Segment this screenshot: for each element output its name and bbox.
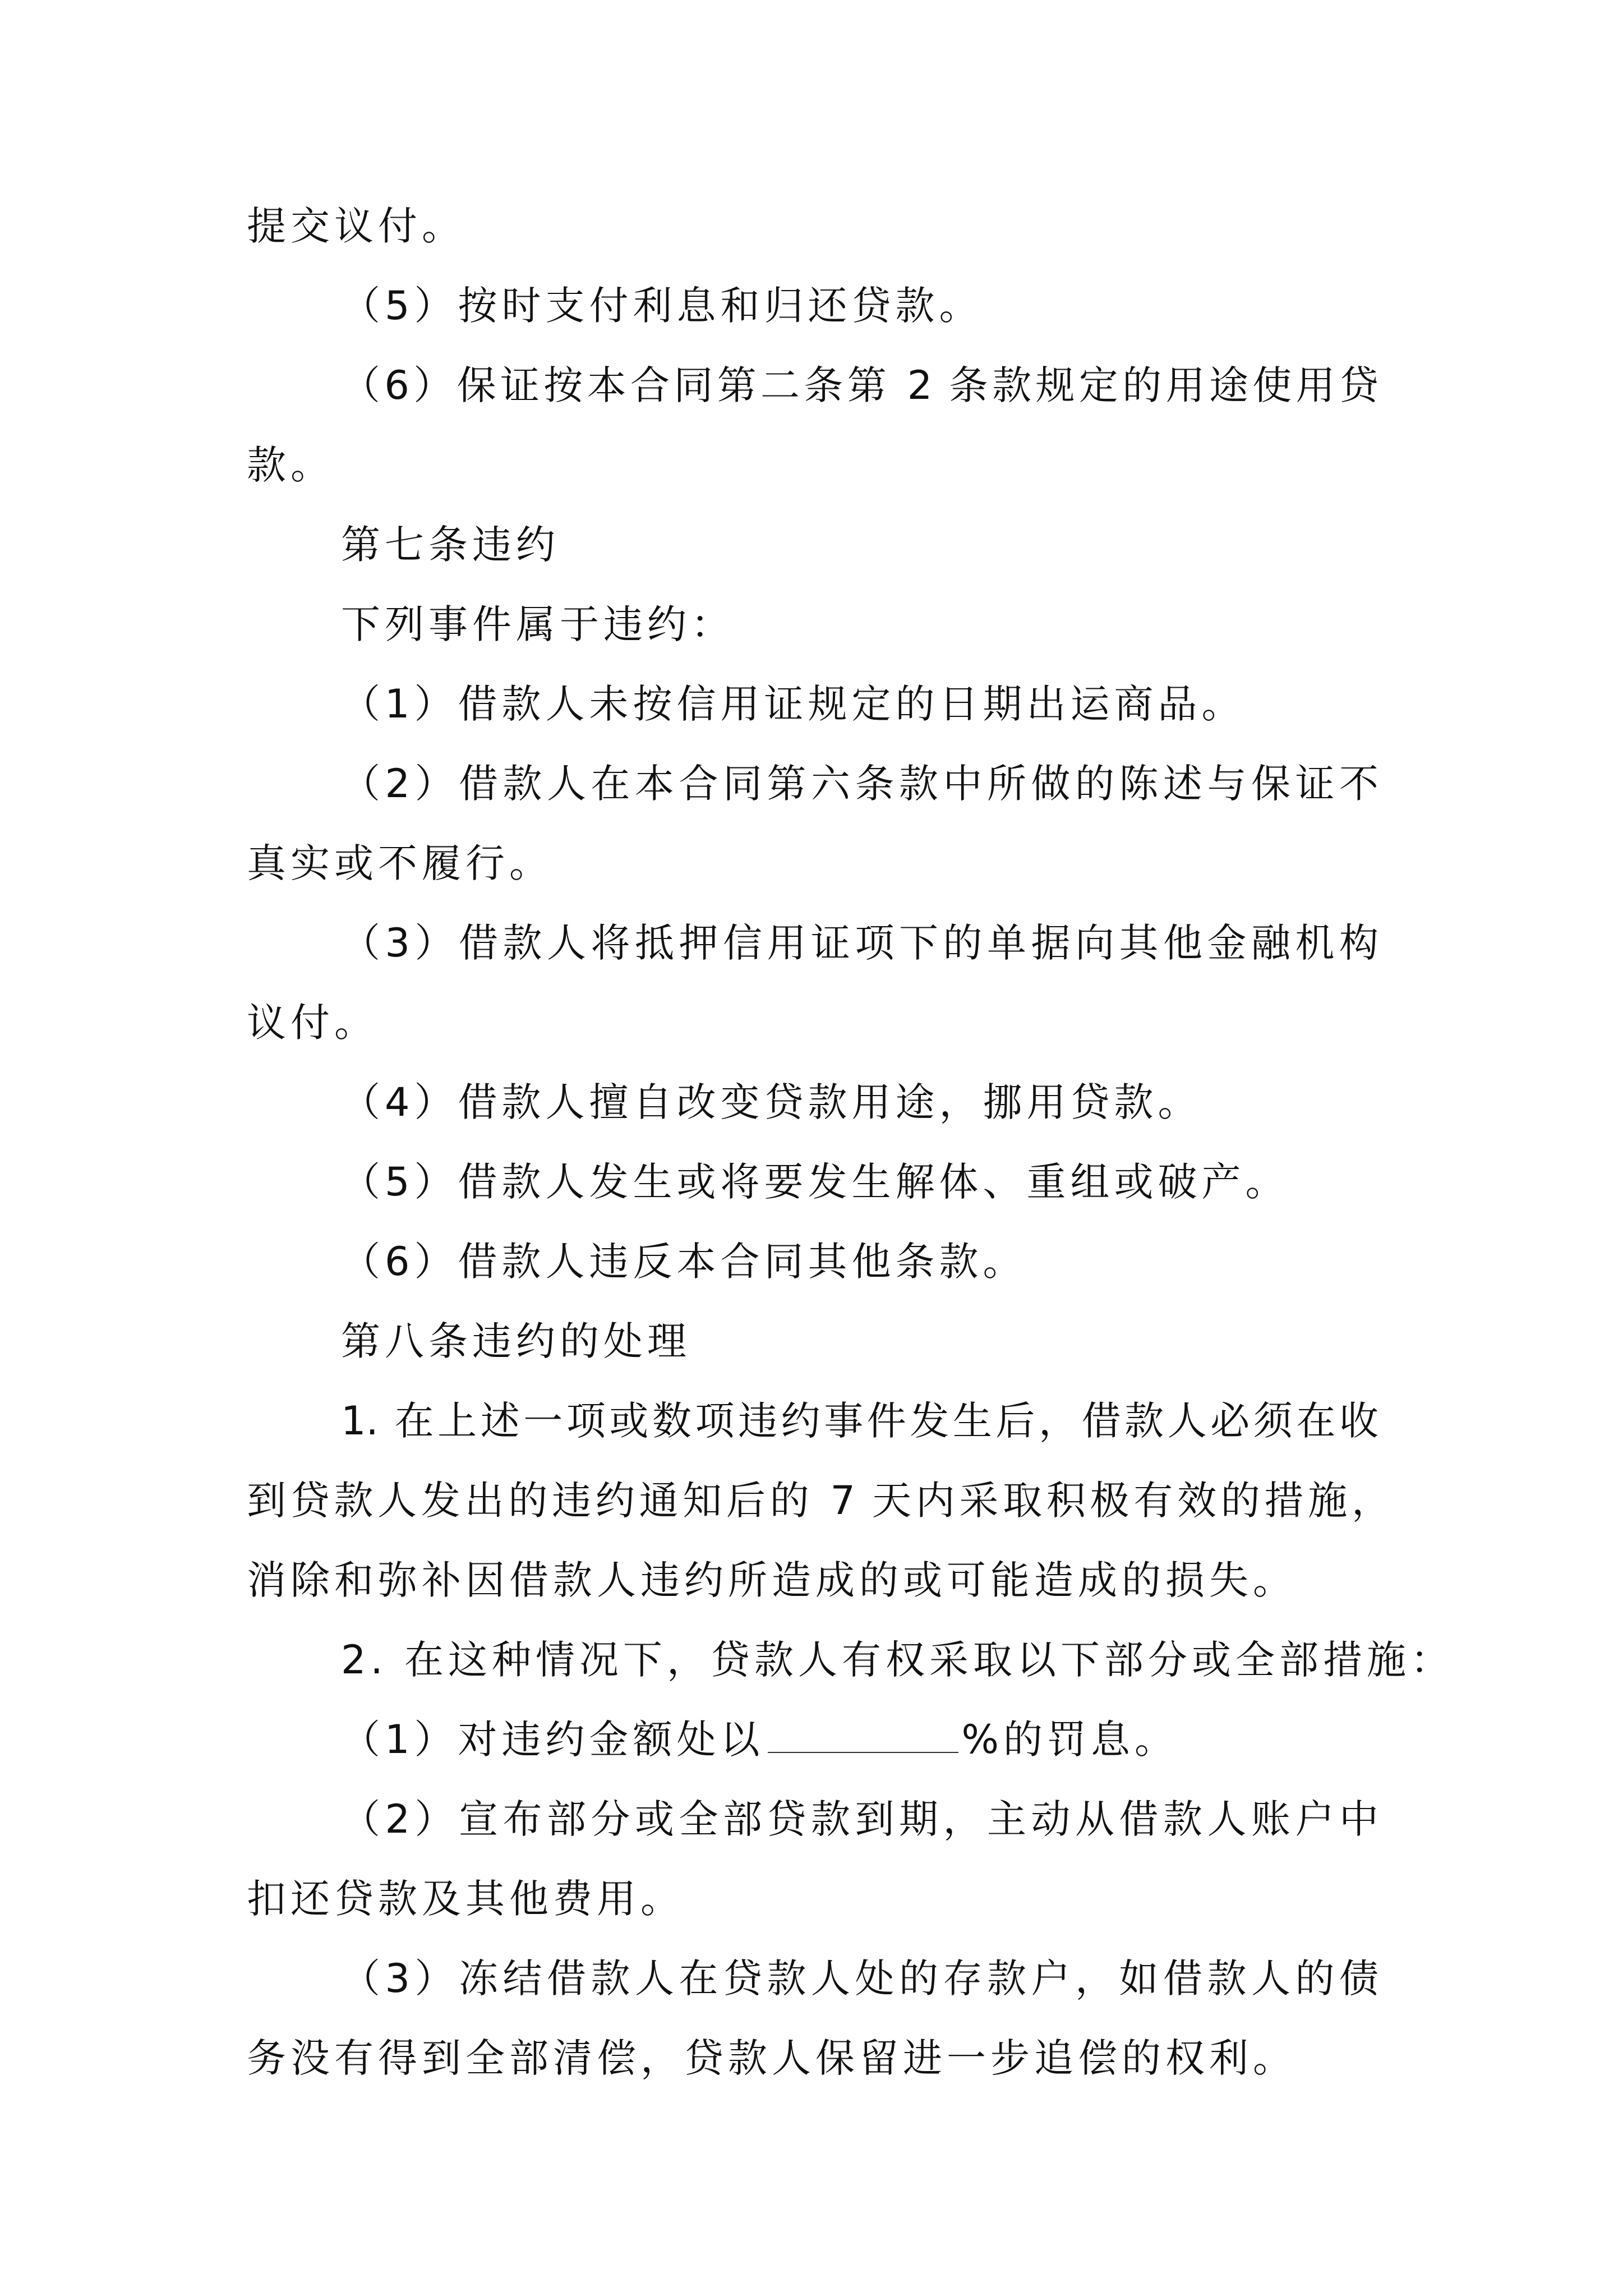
text-line: （5）借款人发生或将要发生解体、重组或破产。	[341, 1159, 1289, 1205]
text-line: （6）保证按本合同第二条第 2 条款规定的用途使用贷	[341, 362, 1378, 408]
text-line: （3）冻结借款人在贷款人处的存款户，如借款人的债	[341, 1955, 1378, 2001]
text-line: （1）借款人未按信用证规定的日期出运商品。	[341, 681, 1246, 727]
text-line: 消除和弥补因借款人违约所造成的或可能造成的损失。	[247, 1557, 1297, 1603]
penalty-prefix: （1）对违约金额处以	[341, 1717, 764, 1763]
text-line: 下列事件属于违约：	[341, 601, 735, 647]
text-line: 款。	[247, 442, 334, 488]
text-line: （4）借款人擅自改变贷款用途，挪用贷款。	[341, 1079, 1202, 1125]
text-line: （6）借款人违反本合同其他条款。	[341, 1239, 1027, 1285]
text-line: （5）按时支付利息和归还贷款。	[341, 283, 983, 329]
text-line: 到贷款人发出的违约通知后的 7 天内采取积极有效的措施，	[247, 1478, 1391, 1524]
text-line: 议付。	[247, 1000, 378, 1046]
text-line: （2）宣布部分或全部贷款到期，主动从借款人账户中	[341, 1796, 1378, 1842]
text-line: （3）借款人将抵押信用证项下的单据向其他金融机构	[341, 920, 1378, 966]
text-line: 务没有得到全部清偿，贷款人保留进一步追偿的权利。	[247, 2035, 1297, 2081]
text-line: 提交议付。	[247, 203, 465, 249]
penalty-suffix: %的罚息。	[961, 1717, 1179, 1763]
text-line: 真实或不履行。	[247, 840, 553, 886]
text-line: 1. 在上述一项或数项违约事件发生后，借款人必须在收	[341, 1398, 1378, 1444]
text-line: （2）借款人在本合同第六条款中所做的陈述与保证不	[341, 761, 1378, 807]
section-heading: 第七条违约	[341, 522, 560, 568]
penalty-rate-blank	[768, 1713, 958, 1753]
text-line: 扣还贷款及其他费用。	[247, 1876, 684, 1922]
penalty-line	[341, 1713, 1178, 1766]
section-heading: 第八条违约的处理	[341, 1318, 691, 1364]
text-line: 2. 在这种情况下，贷款人有权采取以下部分或全部措施：	[341, 1637, 1455, 1683]
